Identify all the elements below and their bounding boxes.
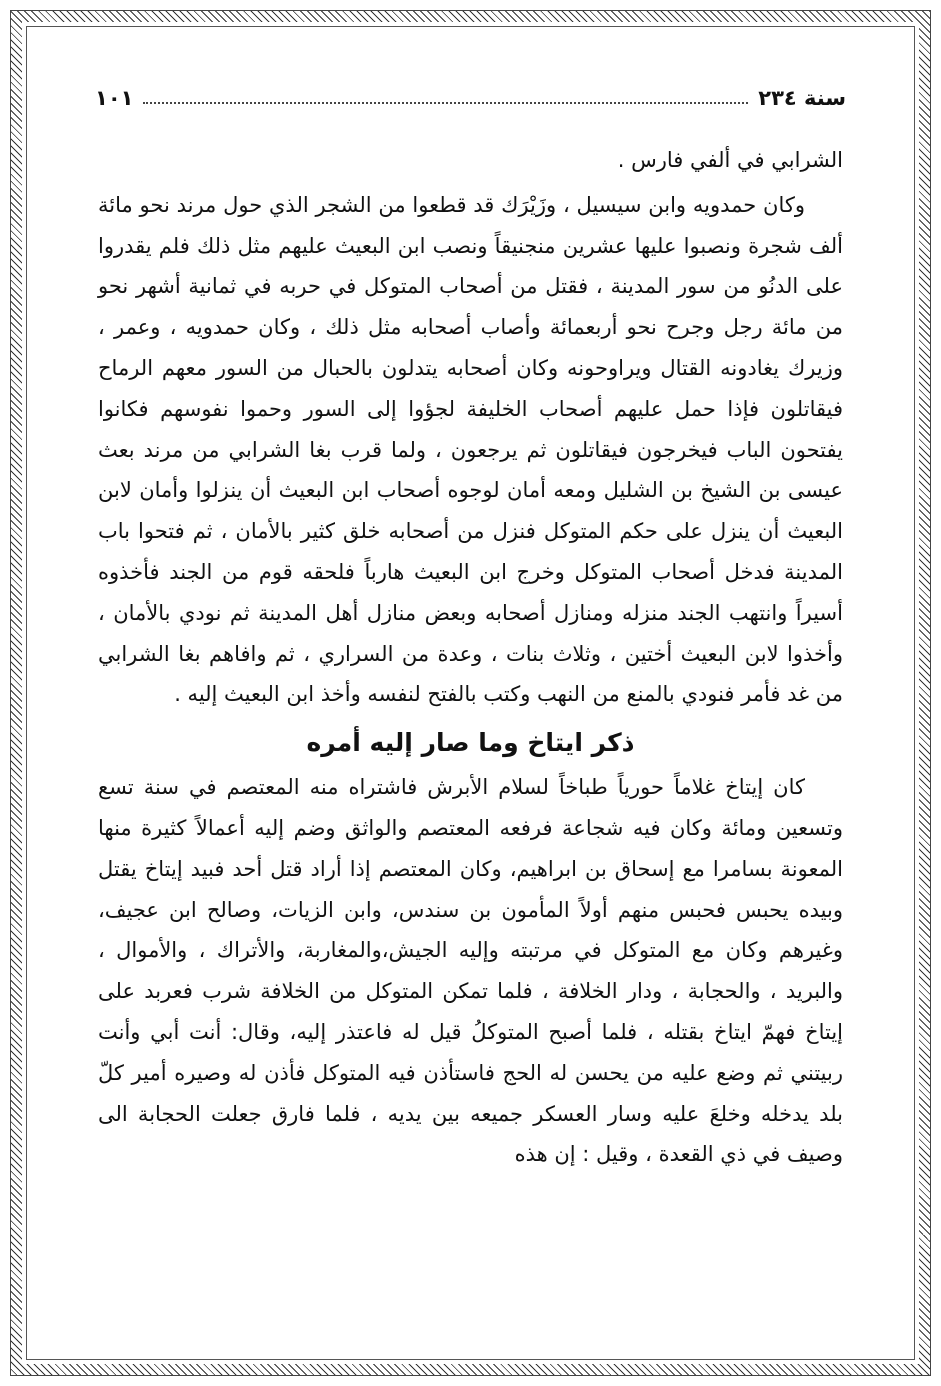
page-number: ١٠١ xyxy=(95,86,134,110)
running-header xyxy=(95,80,846,116)
page-body xyxy=(98,140,843,1175)
section-heading: ذكر ايتاخ وما صار إليه أمره xyxy=(306,728,635,758)
paragraph-1: وكان حمدويه وابن سيسيل ، وزَيْرَك قد قطعوا من الشجر الذي حول مرند نحو مائة ألف شجرة ونصبوا عليها عشرين منجنيقاً ونصب ابن البعيث عليهم مثل ذلك فلم يقدروا على الدنُو من سور المدينة ، فقتل من أصحاب المتوكل في حربه في ثمانية أشهر نحو من مائة رجل وجرح نحو أربعمائة وأصاب أصحابه مثل ذلك ، وكان حمدويه ، وعمر ، وزيرك يغادونه القتال ويراوحونه وكان أصحابه يتدلون بالحبال من السور معهم الرماح فيقاتلون فإذا حمل عليهم أصحاب الخليفة لجؤوا إلى السور وحموا نفوسهم فكانوا يفتحون الباب فيخرجون فيقاتلون ثم يرجعون ، ولما قرب بغا الشرابي من مرند بعث عيسى بن الشيخ بن الشليل ومعه أمان لوجوه أصحاب ابن البعيث أن ينزلوا وأمان لابن البعيث أن ينزل على حكم المتوكل فنزل من أصحابه خلق كثير بالأمان ، ثم فتحوا باب المدينة فدخل أصحاب المتوكل وخرج ابن البعيث هارباً فلحقه قوم من الجند فأخذوه أسيراً وانتهب الجند منزله ومنازل أصحابه وبعض منازل أهل المدينة ثم نودي بالأمان ، وأخذوا لابن البعيث أختين ، وثلاث بنات ، وعدة من السراري ، ثم وافاهم بغا الشرابي من غد فأمر فنودي بالمنع من النهب وكتب بالفتح لنفسه وأخذ ابن البعيث إليه . xyxy=(98,192,843,707)
paragraph-2: كان إيتاخ غلاماً حورياً طباخاً لسلام الأبرش فاشتراه منه المعتصم في سنة تسع وتسعين ومائة وكان فيه شجاعة فرفعه المعتصم والواثق وضم إليه أعمالاً كثيرة منها المعونة بسامرا مع إسحاق بن ابراهيم، وكان المعتصم إذا أراد قتل أحد فبيد إيتاخ يقتل وبيده يحبس فحبس منهم أولاً المأمون بن سندس، وابن الزيات، وصالح ابن عجيف، وغيرهم وكان مع المتوكل في مرتبته وإليه الجيش،والمغاربة، والأتراك ، والأموال ، والبريد ، والحجابة ، ودار الخلافة ، فلما تمكن المتوكل من الخلافة شرب فعربد على إيتاخ فهمّ ايتاخ بقتله ، فلما أصبح المتوكلُ قيل له فاعتذر إليه، وقال: أنت أبي وأنت ربيتني ثم وضع عليه من يحسن له الحج فاستأذن فيه المتوكل فأذن له وصيره أمير كلّ بلد يدخله وخلعَ عليه وسار العسكر جميعه بين يديه ، فلما فارق جعلت الحجابة الى وصيف في ذي القعدة ، وقيل : إن هذه xyxy=(98,775,843,1167)
header-dotted-rule xyxy=(143,102,748,104)
continuation-line: الشرابي في ألفي فارس . xyxy=(617,148,843,172)
year-label: سنة ٢٣٤ xyxy=(758,86,846,110)
